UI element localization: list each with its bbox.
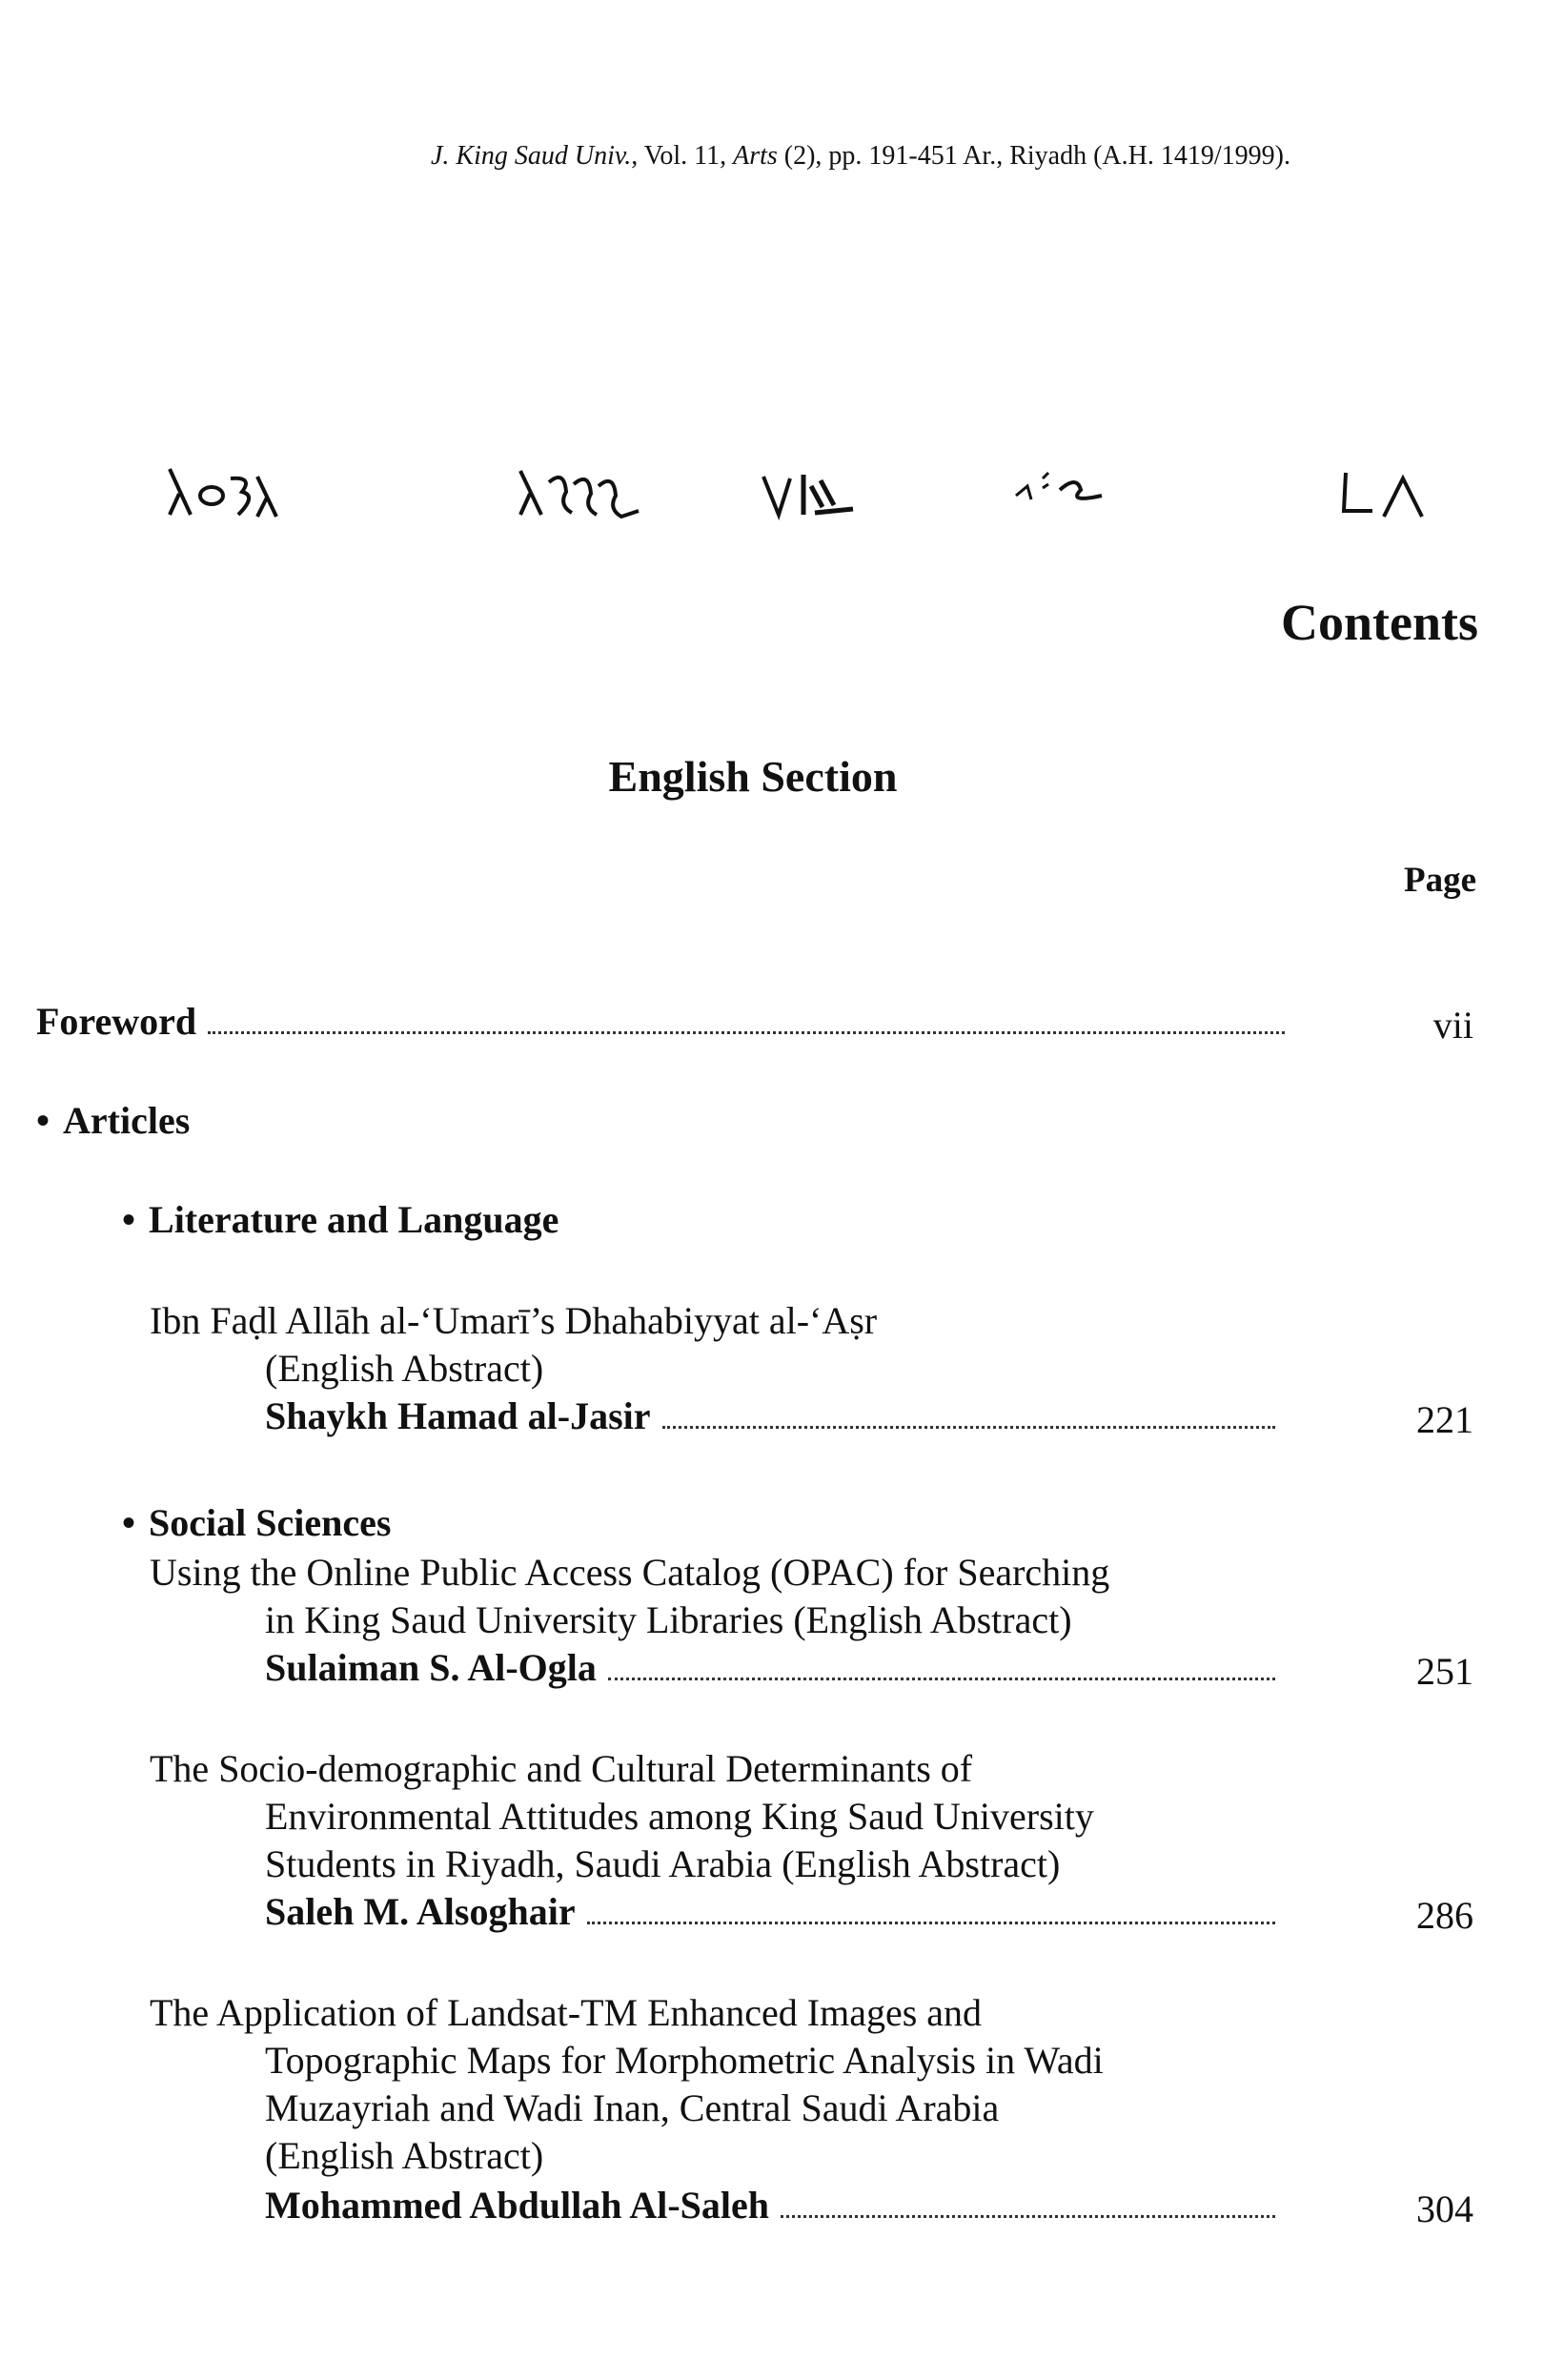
entry-2-author: Sulaiman S. Al-Ogla [265, 1646, 597, 1689]
entry-1-title-line-1: Ibn Faḍl Allāh al-‘Umarī’s Dhahabiyyat al-‘Aṣr [150, 1299, 878, 1342]
toc-entry-2[interactable] [265, 1645, 1285, 1690]
category-social [122, 1500, 391, 1545]
citation-journal: J. King Saud Univ. [431, 141, 632, 171]
articles-heading [36, 1098, 190, 1143]
category-literature-label: Literature and Language [149, 1198, 559, 1241]
entry-3-author: Saleh M. Alsoghair [265, 1890, 576, 1933]
entry-2-page: 251 [1416, 1650, 1473, 1693]
entry-2-title-line-2: in King Saud University Libraries (English Abstract) [265, 1598, 1072, 1641]
handwritten-mark-2 [515, 458, 648, 524]
dot-leader [208, 1031, 1285, 1034]
entry-1-page: 221 [1416, 1398, 1473, 1441]
foreword-page: vii [1432, 1004, 1473, 1047]
entry-3-title-line-3: Students in Riyadh, Saudi Arabia (English Abstract) [265, 1842, 1061, 1885]
handwritten-mark-5 [1334, 458, 1439, 524]
dot-leader [608, 1678, 1275, 1680]
category-social-label: Social Sciences [149, 1501, 392, 1544]
articles-label: Articles [63, 1099, 191, 1142]
citation-arts: Arts [733, 141, 778, 171]
entry-4-title-line-3: Muzayriah and Wadi Inan, Central Saudi Arabia [265, 2086, 1000, 2129]
category-literature [122, 1197, 559, 1242]
citation-rest: (2), pp. 191-451 Ar., Riyadh (A.H. 1419/1999). [777, 141, 1290, 171]
entry-3-title-line-2: Environmental Attitudes among King Saud University [265, 1795, 1094, 1838]
entry-3-page: 286 [1416, 1894, 1473, 1937]
contents-title: Contents [1280, 594, 1478, 651]
entry-4-title-line-1: The Application of Landsat-TM Enhanced Images and [150, 1991, 983, 2034]
foreword-label: Foreword [36, 1000, 197, 1043]
entry-4-title-line-4: (English Abstract) [265, 2134, 544, 2177]
section-title: English Section [608, 752, 898, 801]
entry-1-author: Shaykh Hamad al-Jasir [265, 1394, 651, 1437]
dot-leader [781, 2215, 1275, 2218]
bullet-icon: • [122, 1198, 136, 1241]
bullet-icon: • [122, 1501, 136, 1544]
entry-4-title-line-2: Topographic Maps for Morphometric Analysis in Wadi [265, 2039, 1104, 2082]
handwritten-mark-3 [758, 458, 863, 524]
entry-3-title-line-1: The Socio-demographic and Cultural Determinants of [150, 1747, 973, 1790]
handwritten-mark-4 [1010, 458, 1115, 515]
handwritten-mark-1 [162, 458, 286, 524]
entry-1-title-line-2: (English Abstract) [265, 1347, 544, 1390]
citation-volume: , Vol. 11, [631, 141, 734, 171]
dot-leader [662, 1426, 1275, 1429]
journal-citation [431, 141, 1290, 172]
entry-2-title-line-1: Using the Online Public Access Catalog (OPAC) for Searching [150, 1551, 1110, 1594]
page-column-heading: Page [1403, 861, 1476, 900]
toc-entry-3[interactable] [265, 1889, 1285, 1934]
toc-entry-foreword[interactable] [36, 999, 1294, 1044]
toc-entry-1[interactable] [265, 1393, 1285, 1438]
dot-leader [587, 1922, 1275, 1924]
toc-entry-4[interactable] [265, 2183, 1285, 2227]
bullet-icon: • [36, 1099, 51, 1142]
entry-4-page: 304 [1416, 2187, 1473, 2230]
entry-4-author: Mohammed Abdullah Al-Saleh [265, 2184, 770, 2227]
